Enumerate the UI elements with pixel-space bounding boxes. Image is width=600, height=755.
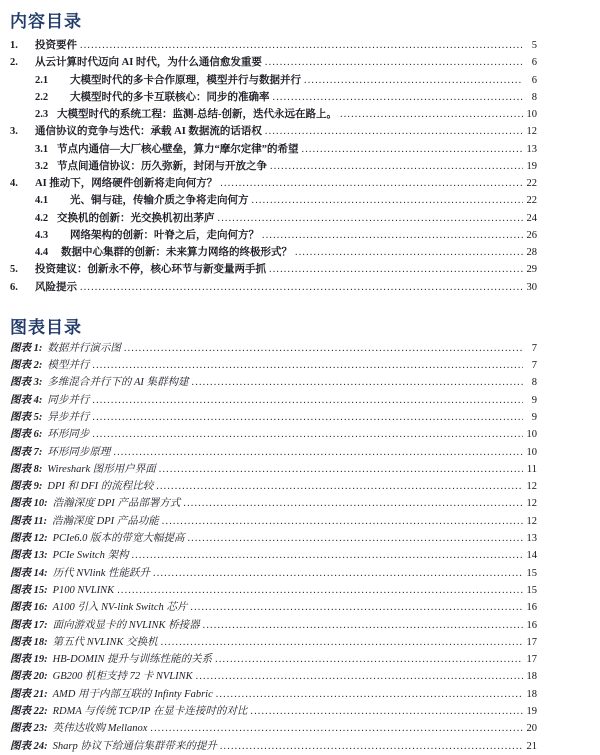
- content-toc-entry-page: 6: [531, 74, 537, 86]
- figure-toc-entry-page: 12: [526, 498, 537, 510]
- content-toc-entry-number: 2.1: [35, 74, 49, 86]
- figure-toc-entry[interactable]: [10, 686, 537, 703]
- content-toc-entry-number: 2.: [10, 57, 18, 69]
- figure-toc-entry[interactable]: [10, 738, 537, 755]
- content-toc-entry-number: 5.: [10, 264, 18, 276]
- figure-toc-entry-page: 15: [526, 567, 537, 579]
- dot-leader: [150, 720, 523, 737]
- figure-toc-entry-title: 环形同步: [47, 429, 90, 441]
- dot-leader: [159, 461, 523, 478]
- figure-toc-entry[interactable]: [10, 720, 537, 737]
- content-toc-entry-title: 节点内通信—大厂核心壁垒，算力“摩尔定律”的希望: [57, 143, 299, 155]
- figure-toc-entry-number: 图表 10:: [10, 498, 48, 510]
- figure-toc-heading: 图表目录: [10, 317, 82, 337]
- content-toc-entry[interactable]: [35, 72, 537, 89]
- figure-toc-entry[interactable]: [10, 634, 537, 651]
- figure-toc-entry[interactable]: [10, 530, 537, 547]
- figure-toc-entry-number: 图表 20:: [10, 671, 48, 683]
- content-toc-entry-page: 24: [526, 212, 537, 224]
- figure-toc-entry-page: 16: [526, 619, 537, 631]
- content-toc-entry-number: 6.: [10, 281, 18, 293]
- content-toc-entry-number: 1.: [10, 40, 18, 51]
- figure-toc-entry-number: 图表 1:: [10, 342, 43, 354]
- figure-toc-entry-number: 图表 17:: [10, 619, 48, 631]
- content-toc-entry-title: 投资要件: [35, 40, 77, 51]
- dot-leader: [220, 175, 523, 192]
- dot-leader: [156, 478, 523, 495]
- figure-toc-entry-title: PCIe Switch 架构: [52, 550, 129, 562]
- figure-toc-entry[interactable]: [10, 703, 537, 720]
- content-toc-entry[interactable]: [10, 37, 537, 54]
- figure-toc-entry-number: 图表 24:: [10, 740, 48, 752]
- figure-toc-entry-number: 图表 16:: [10, 602, 48, 614]
- content-toc-entry-number: 2.2: [35, 91, 49, 103]
- content-toc-entry-page: 6: [531, 57, 537, 69]
- figure-toc-entry[interactable]: [10, 651, 537, 668]
- figure-toc-entry-number: 图表 3:: [10, 377, 43, 389]
- figure-toc-entry-number: 图表 22:: [10, 705, 48, 717]
- figure-toc-entry-number: 图表 4:: [10, 394, 43, 406]
- dot-leader: [302, 141, 524, 158]
- content-toc-entry[interactable]: [35, 244, 537, 261]
- content-toc-entry-page: 28: [526, 247, 537, 258]
- content-toc-entry-page: 22: [526, 178, 537, 189]
- dot-leader: [124, 340, 523, 357]
- content-toc-entry-number: 3.1: [35, 143, 49, 155]
- content-toc-entry[interactable]: [35, 210, 537, 227]
- figure-toc-entry-number: 图表 23:: [10, 723, 48, 735]
- figure-toc-entry-title: 浩瀚深度 DPI 产品功能: [52, 515, 159, 527]
- content-toc-entry[interactable]: [10, 279, 537, 296]
- figure-toc-entry[interactable]: [10, 565, 537, 582]
- dot-leader: [131, 547, 523, 564]
- content-toc-entry-title: AI 推动下，网络硬件创新将走向何方？: [35, 178, 218, 189]
- content-toc-entry[interactable]: [35, 227, 537, 244]
- figure-toc-entry-title: AMD 用于内部互联的 Infinty Fabric: [52, 688, 213, 700]
- dot-leader: [92, 409, 523, 426]
- figure-toc-entry-number: 图表 8:: [10, 463, 43, 475]
- figure-toc-entry-number: 图表 9:: [10, 481, 43, 493]
- content-toc-entry-number: 4.3: [35, 229, 49, 241]
- figure-toc-entry-page: 17: [526, 636, 537, 648]
- content-toc-entry-page: 19: [526, 160, 537, 172]
- dot-leader: [196, 668, 523, 685]
- figure-toc-entry-number: 图表 19:: [10, 654, 48, 666]
- figure-toc-entry-number: 图表 11:: [10, 515, 48, 527]
- figure-toc-entry[interactable]: [10, 582, 537, 599]
- figure-toc-entry[interactable]: [10, 513, 537, 530]
- content-toc-entry-title: 大模型时代的系统工程：监测-总结-创新，迭代永远在路上。: [57, 109, 337, 120]
- content-toc-entry-page: 26: [526, 229, 537, 241]
- figure-toc-entry[interactable]: [10, 357, 537, 374]
- figure-toc-entry-title: 环形同步原理: [47, 446, 111, 458]
- content-toc-entry[interactable]: [10, 123, 537, 140]
- figure-toc-entry-page: 12: [526, 481, 537, 493]
- figure-toc-entry-page: 11: [526, 463, 537, 475]
- dot-leader: [215, 651, 523, 668]
- dot-leader: [273, 89, 524, 106]
- dot-leader: [190, 599, 523, 616]
- figure-toc-entry-page: 14: [526, 550, 537, 562]
- figure-toc-entry-page: 16: [526, 602, 537, 614]
- figure-toc-entry[interactable]: [10, 547, 537, 564]
- figure-toc-entry[interactable]: [10, 444, 537, 461]
- content-toc-entry-page: 12: [526, 126, 537, 138]
- figure-toc-entry[interactable]: [10, 617, 537, 634]
- figure-toc-entry-title: 多维混合并行下的 AI 集群构建: [47, 377, 189, 389]
- dot-leader: [250, 703, 523, 720]
- content-toc-entry[interactable]: [35, 141, 537, 158]
- content-toc-entry-number: 4.1: [35, 195, 49, 207]
- figure-toc-entry[interactable]: [10, 340, 537, 357]
- content-toc-entry-page: 5: [531, 40, 537, 51]
- dot-leader: [304, 72, 523, 89]
- content-toc-entry-title: 大模型时代的多卡合作原理，模型并行与数据并行: [70, 74, 301, 86]
- content-toc-list: [10, 37, 537, 296]
- dot-leader: [117, 582, 523, 599]
- content-toc-entry-title: 交换机的创新：光交换机初出茅庐: [57, 212, 215, 224]
- figure-toc-entry-number: 图表 7:: [10, 446, 43, 458]
- content-toc-entry-page: 29: [526, 264, 537, 276]
- figure-toc-entry-page: 18: [526, 688, 537, 700]
- content-toc-entry-number: 3.2: [35, 160, 49, 172]
- content-toc-entry-number: 4.2: [35, 212, 49, 224]
- figure-toc-entry-page: 9: [531, 394, 537, 406]
- figure-toc-entry-title: DPI 和 DFI 的流程比较: [47, 481, 154, 493]
- figure-toc-entry-number: 图表 21:: [10, 688, 48, 700]
- content-toc-entry-title: 节点间通信协议：历久弥新，封闭与开放之争: [57, 160, 267, 172]
- figure-toc-entry-page: 21: [526, 740, 537, 752]
- figure-toc-entry-page: 12: [526, 515, 537, 527]
- dot-leader: [262, 227, 523, 244]
- figure-toc-entry-number: 图表 13:: [10, 550, 48, 562]
- dot-leader: [187, 530, 523, 547]
- content-toc-entry-number: 2.3: [35, 109, 49, 120]
- dot-leader: [269, 261, 523, 278]
- dot-leader: [218, 210, 524, 227]
- dot-leader: [92, 392, 523, 409]
- figure-toc-entry[interactable]: [10, 426, 537, 443]
- dot-leader: [92, 426, 523, 443]
- content-toc-entry-title: 从云计算时代迈向 AI 时代，为什么通信愈发重要: [35, 57, 262, 69]
- figure-toc-entry-title: HB-DOMIN 提升与训练性能的关系: [52, 654, 213, 666]
- dot-leader: [270, 158, 523, 175]
- figure-toc-entry-title: 异步并行: [47, 411, 90, 423]
- dot-leader: [220, 738, 523, 755]
- figure-toc-entry-page: 9: [531, 411, 537, 423]
- dot-leader: [80, 279, 523, 296]
- content-toc-entry[interactable]: [35, 192, 537, 209]
- figure-toc-entry-title: 浩瀚深度 DPI 产品部署方式: [52, 498, 181, 510]
- figure-toc-entry-page: 7: [531, 342, 537, 354]
- dot-leader: [161, 634, 523, 651]
- figure-toc-entry-number: 图表 18:: [10, 636, 48, 648]
- content-toc-entry-number: 3.: [10, 126, 18, 138]
- content-toc-entry-title: 数据中心集群的创新：未来算力网络的终极形式？: [61, 247, 292, 258]
- figure-toc-entry[interactable]: [10, 495, 537, 512]
- dot-leader: [153, 565, 523, 582]
- figure-toc-entry-title: GB200 机柜支持 72 卡 NVLINK: [52, 671, 193, 683]
- figure-toc-entry-number: 图表 15:: [10, 584, 48, 596]
- content-toc-entry[interactable]: [10, 54, 537, 71]
- content-toc-entry[interactable]: [35, 106, 537, 123]
- figure-toc-entry-page: 17: [526, 654, 537, 666]
- figure-toc-entry-title: 数据并行演示图: [47, 342, 121, 354]
- content-toc-entry-page: 30: [526, 281, 537, 293]
- content-toc-entry-page: 22: [526, 195, 537, 207]
- figure-toc-entry-page: 19: [526, 705, 537, 717]
- figure-toc-entry-number: 图表 2:: [10, 360, 43, 372]
- figure-toc-entry[interactable]: [10, 668, 537, 685]
- dot-leader: [113, 444, 523, 461]
- figure-toc-entry-title: Sharp 协议下给通信集群带来的提升: [52, 740, 217, 752]
- figure-toc-entry-title: Wireshark 图形用户界面: [47, 463, 156, 475]
- dot-leader: [183, 495, 523, 512]
- figure-toc-entry-title: RDMA 与传统 TCP/IP 在显卡连接时的对比: [52, 705, 248, 717]
- figure-toc-entry-number: 图表 6:: [10, 429, 43, 441]
- figure-toc-entry-page: 15: [526, 584, 537, 596]
- content-toc-entry-title: 通信协议的竞争与迭代：承载 AI 数据流的话语权: [35, 126, 262, 138]
- content-toc-entry-title: 投资建议：创新永不停，核心环节与新变量两手抓: [35, 264, 266, 276]
- content-toc-entry-page: 8: [531, 91, 537, 103]
- content-toc-entry[interactable]: [10, 261, 537, 278]
- dot-leader: [92, 357, 523, 374]
- figure-toc-list: [10, 340, 537, 755]
- content-toc-entry-number: 4.: [10, 178, 18, 189]
- dot-leader: [295, 244, 523, 261]
- dot-leader: [162, 513, 523, 530]
- figure-toc-entry-page: 10: [526, 429, 537, 441]
- figure-toc-entry-page: 10: [526, 446, 537, 458]
- figure-toc-entry-page: 20: [526, 723, 537, 735]
- content-toc-entry[interactable]: [10, 175, 537, 192]
- figure-toc-entry[interactable]: [10, 478, 537, 495]
- figure-toc-entry-title: PCIe6.0 版本的带宽大幅提高: [52, 533, 185, 545]
- content-toc-entry-page: 13: [526, 143, 537, 155]
- dot-leader: [265, 54, 523, 71]
- dot-leader: [80, 37, 523, 54]
- figure-toc-entry[interactable]: [10, 461, 537, 478]
- figure-toc-entry-number: 图表 12:: [10, 533, 48, 545]
- content-toc-entry[interactable]: [35, 158, 537, 175]
- figure-toc-entry-title: 面向游戏显卡的 NVLINK 桥接器: [52, 619, 200, 631]
- content-toc-entry[interactable]: [35, 89, 537, 106]
- dot-leader: [216, 686, 523, 703]
- figure-toc-entry-title: 英伟达收购 Mellanox: [52, 723, 148, 735]
- content-toc-entry-title: 光、铜与硅，传输介质之争将走向何方: [70, 195, 249, 207]
- content-toc-entry-title: 大模型时代的多卡互联核心：同步的准确率: [70, 91, 270, 103]
- figure-toc-entry-title: 历代 NVlink 性能跃升: [52, 567, 151, 579]
- figure-toc-entry[interactable]: [10, 392, 537, 409]
- dot-leader: [340, 106, 523, 123]
- figure-toc-entry-number: 图表 5:: [10, 411, 43, 423]
- figure-toc-entry[interactable]: [10, 599, 537, 616]
- figure-toc-entry[interactable]: [10, 374, 537, 391]
- figure-toc-entry-title: 第五代 NVLINK 交换机: [52, 636, 158, 648]
- content-toc-entry-number: 4.4: [35, 247, 49, 258]
- figure-toc-entry-title: A100 引入 NV-link Switch 芯片: [52, 602, 188, 614]
- figure-toc-entry-title: 模型并行: [47, 360, 90, 372]
- dot-leader: [192, 374, 523, 391]
- content-toc-heading: 内容目录: [10, 12, 82, 31]
- figure-toc-entry[interactable]: [10, 409, 537, 426]
- content-toc-entry-title: 风险提示: [35, 281, 77, 293]
- figure-toc-entry-page: 8: [531, 377, 537, 389]
- content-toc-entry-title: 网络架构的创新：叶脊之后，走向何方？: [70, 229, 259, 241]
- figure-toc-entry-page: 7: [531, 360, 537, 372]
- figure-toc-entry-number: 图表 14:: [10, 567, 48, 579]
- dot-leader: [265, 123, 523, 140]
- figure-toc-entry-title: P100 NVLINK: [52, 584, 115, 596]
- dot-leader: [252, 192, 524, 209]
- content-toc-entry-page: 10: [526, 109, 537, 120]
- dot-leader: [203, 617, 523, 634]
- figure-toc-entry-title: 同步并行: [47, 394, 90, 406]
- figure-toc-entry-page: 13: [526, 533, 537, 545]
- figure-toc-entry-page: 18: [526, 671, 537, 683]
